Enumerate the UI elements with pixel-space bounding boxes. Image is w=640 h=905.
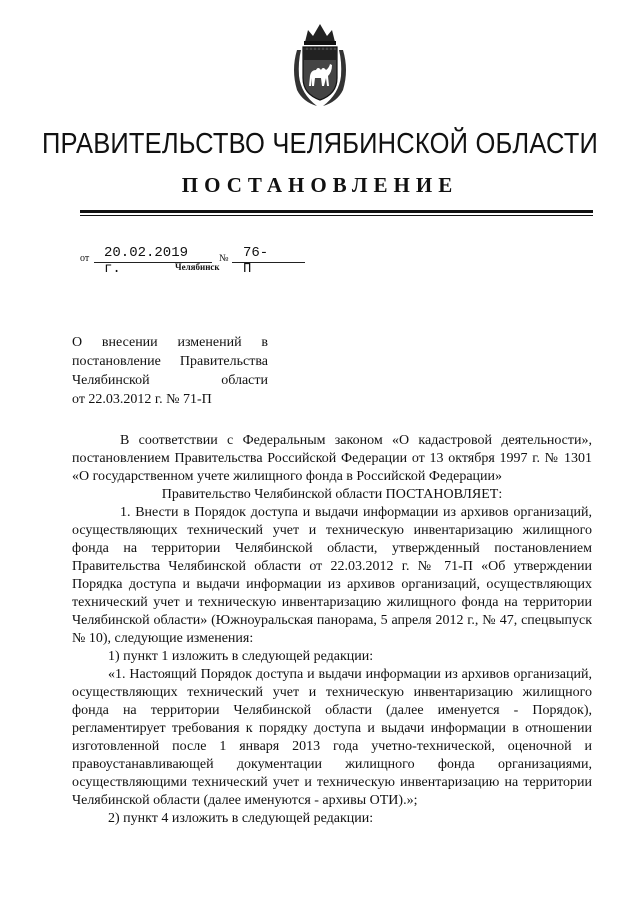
subject-line: от 22.03.2012 г. № 71-П (72, 392, 212, 407)
document-date: 20.02.2019 г. (104, 245, 189, 277)
government-name: ПРАВИТЕЛЬСТВО ЧЕЛЯБИНСКОЙ ОБЛАСТИ (41, 128, 599, 160)
number-label: № (219, 253, 229, 264)
quoted-clause-paragraph: «1. Настоящий Порядок доступа и выдачи информации из архивов организаций, осуществляющих технический учет и техническую инвентаризацию жилищного фонда на территории Челябинской области (далее именуется - Порядок), регламентирует требования к порядку доступа и выдачи информации в отношении изготовленной после 1 января 2013 года учетно-технической, оценочной и правоустанавливающей документации жилищного фонда организациями, осуществляющими технический учет и техническую инвентаризацию на территории Челябинской области (далее именуются - архивы ОТИ).»; (72, 667, 592, 808)
subject-line: постановление Правительства (72, 354, 268, 369)
coat-of-arms-icon (291, 20, 349, 108)
subject-line: О внесении изменений в (72, 335, 268, 350)
document-body (72, 432, 592, 828)
document-subject (72, 333, 268, 409)
city-name: Челябинск (175, 262, 220, 272)
subitem-1-paragraph: 1) пункт 1 изложить в следующей редакции: (108, 649, 374, 664)
subitem-2-paragraph: 2) пункт 4 изложить в следующей редакции: (108, 811, 374, 826)
header-rule-thick (80, 210, 593, 213)
subject-line: Челябинской области (72, 373, 268, 388)
header-rule-thin (80, 215, 593, 216)
item-1-paragraph: 1. Внести в Порядок доступа и выдачи информации из архивов организаций, осуществляющих технический учет и техническую инвентаризацию жилищного фонда на территории Челябинской области, утвержденный постановлением Правительства Челябинской области от 22.03.2012 г. № 71-П «Об утверждении Порядка доступа и выдачи информации из архивов организаций, осуществляющих технический учет и техническую инвентаризацию жилищного фонда на территории Челябинской области» (Южноуральская панорама, 5 апреля 2012 г., № 47, спецвыпуск № 10), следующие изменения: (72, 505, 592, 646)
resolution-line: Правительство Челябинской области ПОСТАНОВЛЯЕТ: (161, 487, 503, 502)
document-number: 76-П (243, 245, 269, 277)
document-type-title: ПОСТАНОВЛЕНИЕ (181, 173, 459, 197)
date-label: от (80, 253, 90, 264)
preamble-paragraph: В соответствии с Федеральным законом «О кадастровой деятельности», постановлением Правительства Российской Федерации от 13 октября 1997 г. № 1301 «О государственном учете жилищного фонда в Российской Федерации» (72, 433, 592, 484)
